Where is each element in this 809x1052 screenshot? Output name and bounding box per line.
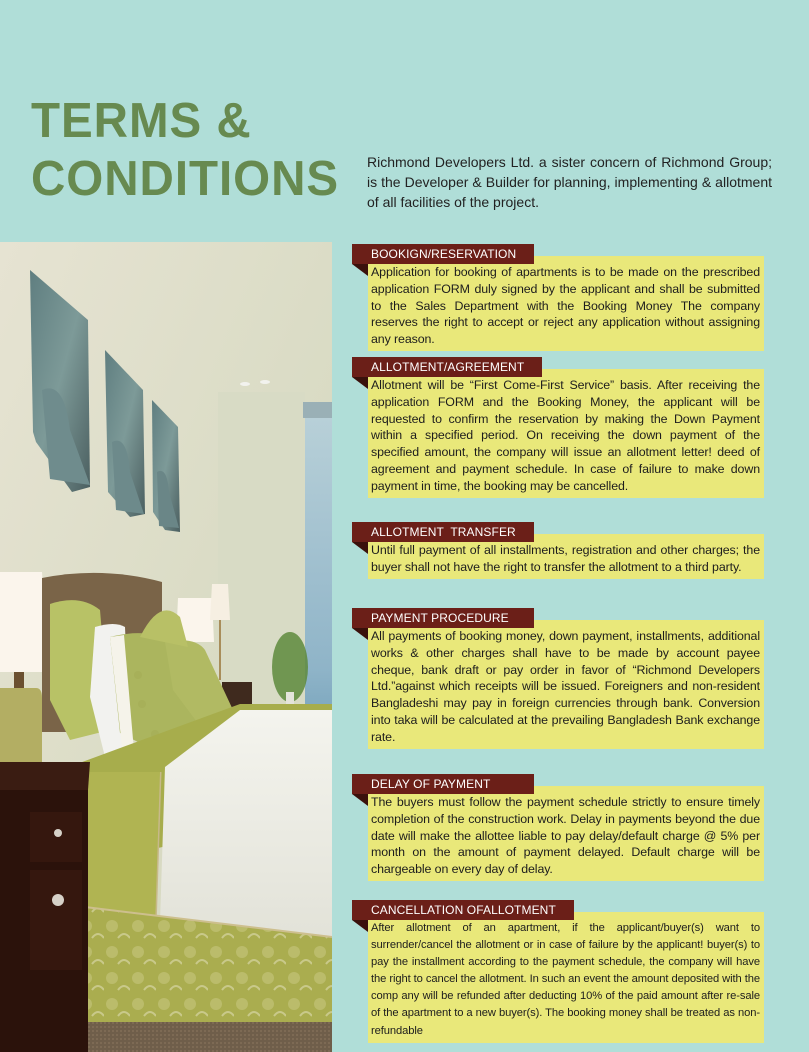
- ribbon-fold-decoration: [352, 794, 368, 806]
- section-heading: [352, 244, 534, 264]
- bedroom-photo: [0, 242, 332, 1052]
- page-title-line-1: TERMS &: [31, 94, 252, 148]
- page-title: [31, 92, 339, 208]
- section-body: All payments of booking money, down payment, installments, additional works & other charges shall have to be made by account payee cheque, bank draft or pay order in favor of “Richmond Developers Ltd.”against which receipts will be issued. Foreigners and non-resident Bangladeshi may pay in foreign currencies through bank. Conversion into taka will be calculated at the prevailing Bangladesh Bank exchange rate.: [368, 620, 764, 749]
- section-heading: [352, 522, 534, 542]
- section-cancellation-of-allotment: [352, 900, 764, 1043]
- section-heading: [352, 900, 574, 920]
- section-heading: [352, 774, 534, 794]
- page-title-line-2: CONDITIONS: [31, 152, 340, 206]
- section-booking-reservation: [352, 244, 764, 351]
- section-heading-text: PAYMENT PROCEDURE: [371, 611, 509, 625]
- section-body: Application for booking of apartments is to be made on the prescribed application FORM duly signed by the applicant and shall be submitted to the Sales Department with the Booking Money The company reserves the right to accept or reject any application without assigning any reason.: [368, 256, 764, 351]
- section-heading-text: ALLOTMENT TRANSFER: [371, 525, 516, 539]
- section-heading-text: BOOKIGN/RESERVATION: [371, 247, 517, 261]
- intro-paragraph: Richmond Developers Ltd. a sister concern of Richmond Group; is the Developer & Builder for planning, implementing & allotment of all facilities of the project.: [367, 154, 772, 210]
- ribbon-fold-decoration: [352, 264, 368, 276]
- section-heading-text: CANCELLATION OFALLOTMENT: [371, 903, 556, 917]
- section-heading-text: ALLOTMENT/AGREEMENT: [371, 360, 525, 374]
- section-payment-procedure: [352, 608, 764, 749]
- section-body: Until full payment of all installments, registration and other charges; the buyer shall not have the right to transfer the allotment to a third party.: [368, 534, 764, 579]
- ribbon-fold-decoration: [352, 542, 368, 554]
- section-heading: [352, 608, 534, 628]
- section-body: The buyers must follow the payment schedule strictly to ensure timely completion of the construction work. Delay in payments beyond the due date will make the allottee liable to pay delay/default charge @ 5% per month on the amount of payment delayed. Default charge will be chargeable on every day of delay.: [368, 786, 764, 881]
- section-allotment-transfer: [352, 522, 764, 579]
- section-heading: [352, 357, 542, 377]
- section-body: Allotment will be “First Come-First Service” basis. After receiving the application FORM and the Booking Money, the applicant will be requested to confirm the reservation by making the Down Payment within a specified period. On receiving the down payment of the specified amount, the company will issue an allotment letter! deed of agreement and payment schedule. In case of failure to make down payment in time, the booking may be cancelled.: [368, 369, 764, 498]
- ribbon-fold-decoration: [352, 920, 368, 932]
- section-delay-of-payment: [352, 774, 764, 881]
- section-heading-text: DELAY OF PAYMENT: [371, 777, 491, 791]
- ribbon-fold-decoration: [352, 628, 368, 640]
- section-body: After allotment of an apartment, if the applicant/buyer(s) want to surrender/cancel the allotment or in case of failure by the applicant! buyer(s) to pay the installment according to the payment schedule, the company will have the right to cancel the allotment. In such an event the amount deposited with the comp any will be refunded after deducting 10% of the paid amount after re-sale of the apartment to a new buyer(s). The booking money shall be treated as non- refundable: [368, 912, 764, 1043]
- section-allotment-agreement: [352, 357, 764, 498]
- ribbon-fold-decoration: [352, 377, 368, 389]
